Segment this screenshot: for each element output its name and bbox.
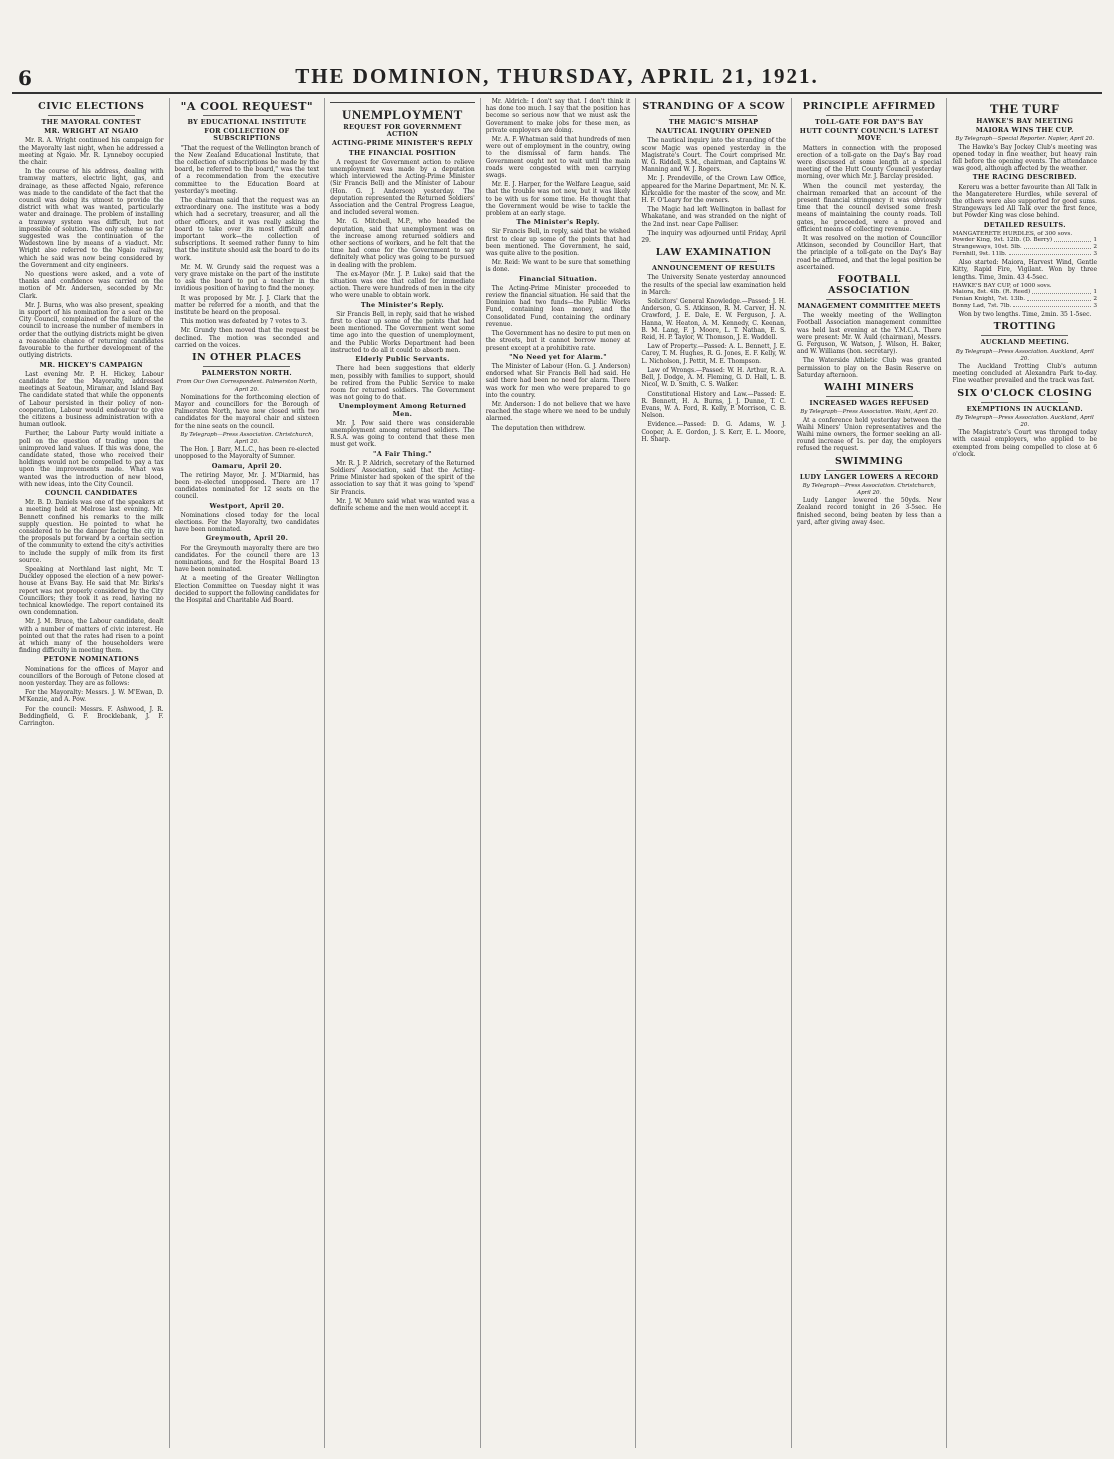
subheadline: TOLL-GATE FOR DAY'S BAY <box>815 118 924 126</box>
article-paragraph: The Government has no desire to put men on the streets, but it cannot borrow money at present except at a prohibitive rate. <box>485 330 631 352</box>
subheadline: PETONE NOMINATIONS <box>43 655 140 664</box>
headline: TROTTING <box>993 321 1056 333</box>
column-6 <box>792 98 948 1448</box>
article-paragraph: Mr. Grundy then moved that the request be declined. The motion was seconded and carried on the voices. <box>174 327 320 349</box>
article-paragraph: Sir Francis Bell, in reply, said that he wished first to clear up some of the points that had been mentioned. The Government, he said, was quite alive to the position. <box>485 228 631 258</box>
subheadline: MR. HICKEY'S CAMPAIGN <box>39 360 143 369</box>
article-paragraph: Ludy Langer lowered the 50yds. New Zealand record tonight in 26 3-5sec. He finished second, being beaten by less than a yard, after giving away 4sec. <box>796 497 942 526</box>
article-paragraph: Mr. J. Prendeville, of the Crown Law Office, appeared for the Marine Department, Mr. N. K. Kirkcaldie for the master of the scow, and Mr. H. F. O'Leary for the owners. <box>641 175 786 205</box>
newspaper-title: THE DOMINION, THURSDAY, APRIL 21, 1921. <box>295 64 819 88</box>
results-entry: Maiora, 8st. 4lb. (R. Reed) <box>952 289 1031 296</box>
article-paragraph: The Magistrate's Court was thronged today with casual employers, who applied to be exempted from being compelled to close at 6 o'clock. <box>952 429 1098 458</box>
article-paragraph: Mr. E. J. Harper, for the Welfare League, said that the trouble was not new, but it was likely to be with us for some time. He thought that the Government would be wise to tackle the problem at an early stage. <box>485 181 631 218</box>
article-paragraph: The Hawke's Bay Jockey Club's meeting was opened today in fine weather, but heavy rain fell before the opening events. The attendance was good, although affected by the weather. <box>952 143 1098 173</box>
results-table <box>952 231 1097 257</box>
subheadline: THE MAYORAL CONTEST <box>41 118 142 126</box>
article-paragraph: No questions were asked, and a vote of thanks and confidence was carried on the motion of Mr. Andersen, seconded by Mr. Clark. <box>19 271 164 300</box>
newspaper-columns <box>14 98 1102 1448</box>
subheadline: MR. WRIGHT AT NGAIO <box>44 127 139 136</box>
headline-rule <box>48 115 135 116</box>
article-paragraph: Mr. R. A. Wright continued his campaign for the Mayoralty last night, when he addressed a meeting at Ngaio. Mr. R. Lynneboy occupied the chair. <box>19 137 164 167</box>
headline: "A COOL REQUEST" <box>180 100 314 113</box>
subheadline: MANAGEMENT COMMITTEE MEETS <box>797 302 941 311</box>
dateline: By Telegraph—Press Association. Waihi, April 20. <box>800 409 939 416</box>
dateline: By Telegraph—Press Association. Auckland, April 20. <box>955 414 1094 429</box>
subheadline: "No Need yet for Alarm." <box>509 352 607 361</box>
article-paragraph: The Auckland Trotting Club's autumn meeting concluded at Alexandra Park to-day. Fine weather prevailed and the track was fast. <box>952 363 1098 385</box>
article-paragraph: Evidence.—Passed: D. G. Adams, W. J. Cooper, A. E. Gordon, J. S. Kerr, E. L. Moore, H. Sharp. <box>641 421 786 443</box>
subheadline: Westport, April 20. <box>209 501 285 510</box>
results-row <box>952 244 1097 251</box>
column-3 <box>325 98 481 1448</box>
results-place: 1 <box>1093 237 1098 244</box>
article-paragraph: Also started: Maiora, Harvest Wind, Gentle Kitty, Rapid Fire, Vigilant. Won by three lengths. Time, 3min. 43 4-5sec. <box>952 259 1098 281</box>
headline-rule <box>670 115 757 116</box>
headline-rule <box>981 402 1068 403</box>
headline-rule <box>826 115 913 116</box>
article-paragraph: The Minister of Labour (Hon. G. J. Anderson) endorsed what Sir Francis Bell had said. He said there had been no need for alarm. There was work for men who were prepared to go into the country. <box>485 362 631 399</box>
article-paragraph: Mr. M. W. Grundy said the request was a very grave mistake on the part of the institute to ask the board to put a teacher in the invidious position of having to find the money. <box>174 263 320 293</box>
article-paragraph: Law of Property.—Passed: A. L. Bennett, J. E. Carey, T. M. Hughes, R. G. Jones, E. F. Kelly, W. L. Nicholson, J. Pettit, M. E. Thompson. <box>641 343 786 365</box>
subheadline: AUCKLAND MEETING. <box>980 338 1070 347</box>
article-paragraph: Mr. Reid: We want to be sure that something is done. <box>485 259 631 274</box>
column-2 <box>170 98 326 1448</box>
dot-leader <box>1032 289 1091 294</box>
article-paragraph: The ex-Mayor (Mr. J. P. Luke) said that the situation was one that called for immediate action. There were hundreds of men in the city who were unable to obtain work. <box>330 270 475 300</box>
article-paragraph: The weekly meeting of the Wellington Football Association management committee was held last evening at the Y.M.C.A. There were present: Mr. W. Auld (chairman), Messrs. G. Ferguson, W. Watson, J. Wilson, H. Baker, and W. Williams (hon. secretary). <box>796 312 942 356</box>
subheadline: THE MAGIC'S MISHAP <box>668 118 759 126</box>
article-paragraph: Mr. J. Burns, who was also present, speaking in support of his nomination for a seat on the City Council, complained of the failure of the council to increase the number of members in order that the outlying districts might be given a reasonable chance of returning candidates favourable to the further development of the outlying districts. <box>19 301 164 360</box>
subheadline: Unemployment Among Returned Men. <box>338 402 467 418</box>
article-paragraph: The deputation then withdrew. <box>491 424 586 432</box>
results-entry: Strangeways, 10st. 5lb. <box>952 244 1022 251</box>
subheadline: BY EDUCATIONAL INSTITUTE <box>187 118 307 126</box>
results-entry: Bonny Lad, 7st. 7lb. <box>952 302 1012 309</box>
article-paragraph: The Magic had left Wellington in ballast for Whakatane, and was stranded on the night of the 2nd inst. near Cape Palliser. <box>641 206 786 228</box>
results-entry: Powder King, 9st. 12lb. (D. Berry) <box>952 237 1053 244</box>
subheadline: NAUTICAL INQUIRY OPENED <box>655 127 772 136</box>
masthead <box>12 58 1102 94</box>
article-paragraph: Law of Wrongs.—Passed: W. H. Arthur, R. A. Bell, J. Dodge, A. M. Fleming, G. D. Hall, L. B. Nicol, W. D. Smith, C. S. Walker. <box>641 366 786 389</box>
dot-leader <box>1027 296 1091 301</box>
dot-leader <box>1024 244 1092 249</box>
headline-rule <box>203 366 290 367</box>
headline: THE TURF <box>989 101 1060 116</box>
article-paragraph: Last evening Mr. P. H. Hickey, Labour candidate for the Mayoralty, addressed meetings at Seatoun, Miramar, and Island Bay. The candidate stated that while the opponents of Labour persisted in their policy of non-cooperation, Labour would endeavour to give the citizens a business administration with a human outlook. <box>19 370 164 429</box>
results-entry: Fernhill, 9st. 11lb. <box>952 250 1007 257</box>
results-row <box>952 296 1097 303</box>
dateline: From Our Own Correspondent. Palmerston North, April 20. <box>176 379 318 393</box>
article-paragraph: Solicitors' General Knowledge.—Passed: J. H. Anderson, G. S. Atkinson, R. M. Carver, H. N. Crawford, J. E. Dale, E. W. Ferguson, J. A. Hanna, W. Heaton, A. M. Kennedy, C. Keenan, B. M. Lang, F. J. Moore, L. T. Nathan, E. S. Reid, H. P. Taylor, W. Thomson, J. E. Waddell. <box>641 298 786 342</box>
article-paragraph: The inquiry was adjourned until Friday, April 29. <box>641 229 786 245</box>
article-paragraph: Mr. R. J. P. Aldrich, secretary of the Returned Soldiers' Association, said that the Acting-Prime Minister had spoken of the spirit of the association to say that it was going to 'spend' Sir Francis. <box>330 459 475 496</box>
column-5 <box>636 98 792 1448</box>
column-7 <box>947 98 1102 1448</box>
headline: SWIMMING <box>835 455 904 467</box>
headline: UNEMPLOYMENT <box>342 107 463 122</box>
article-paragraph: Mr. J. M. Bruce, the Labour candidate, dealt with a number of matters of civic interest. He pointed out that the rates had risen to a point at which many of the householders were finding difficulty in meeting them. <box>19 618 164 655</box>
article-paragraph: This motion was defeated by 7 votes to 3. <box>180 318 307 326</box>
article-paragraph: In the course of his address, dealing with tramway matters, electric light, gas, and drainage, as these affected Ngaio, reference was made to the candidate of the fact that the council was doing its utmost to provide the district with what was wanted, particularly water and drainage. The problem of installing a tramway system was difficult, but not impossible of solution. The only scheme so far suggested was the continuation of the Wadestown line by means of a viaduct. Mr. Wright also referred to the Ngaio railway, which he said was now being considered by the Government and city engineers. <box>19 168 164 269</box>
article-paragraph: For the Greymouth mayoralty there are two candidates. For the council there are 13 nominations, and for the Hospital Board 13 have been nominated. <box>174 544 320 574</box>
headline: FOOTBALL ASSOCIATION <box>828 274 911 297</box>
dateline: By Telegraph—Press Association. Christchurch, April 20. <box>802 482 936 496</box>
subheadline: COUNCIL CANDIDATES <box>45 488 138 497</box>
article-paragraph: Mr. B. D. Daniels was one of the speakers at a meeting held at Melrose last evening. Mr. Bennett confined his remarks to the milk supply question. He pointed to what he considered to be the danger facing the city in the proposals put forward by a certain section of the community to extend the city's activities to include the supply of milk from its first source. <box>19 499 164 564</box>
article-paragraph: The University Senate yesterday announced the results of the special law examination held in March: <box>641 274 786 296</box>
results-place: 2 <box>1093 296 1098 303</box>
article-paragraph: Speaking at Northland last night, Mr. T. Duckley opposed the election of a new power-house at Evans Bay. He said that Mr. Birks's report was not properly considered by the City Councillors; they took it as read, having no technical knowledge. The report contained its own condemnation. <box>19 565 164 617</box>
results-row <box>952 251 1097 258</box>
headline-rule <box>826 396 913 397</box>
subheadline: ANNOUNCEMENT OF RESULTS <box>651 264 776 273</box>
article-paragraph: For the Mayoralty: Messrs. J. W. M'Ewan, D. M'Kenzie, and A. Pow. <box>19 689 164 704</box>
headline-rule <box>670 261 757 262</box>
article-paragraph: Mr. J. W. Munro said what was wanted was a definite scheme and the men would accept it. <box>330 497 475 512</box>
article-paragraph: The chairman said that the request was an extraordinary one. The institute was a body which had a secretary, treasurer, and all the other officers, and it was really asking the board to take over its most difficult and important work—the collection of subscriptions. It seemed rather funny to him that the institute should ask the board to do its work. <box>174 197 320 262</box>
results-entry: MANGATERETE HURDLES, of 300 sovs. <box>952 230 1073 237</box>
headline-rule <box>981 335 1068 336</box>
subheadline: The Minister's Reply. <box>516 218 600 227</box>
subheadline: Greymouth, April 20. <box>205 534 289 543</box>
subheadline: FOR COLLECTION OF SUBSCRIPTIONS <box>204 127 290 143</box>
headline: SIX O'CLOCK CLOSING <box>957 387 1093 399</box>
subheadline: Oamaru, April 20. <box>211 461 282 470</box>
dateline: By Telegraph—Special Reporter. Napier, April 20. <box>955 136 1095 143</box>
subheadline: DETAILED RESULTS. <box>983 220 1066 229</box>
subheadline: "A Fair Thing." <box>373 449 432 458</box>
subheadline: PALMERSTON NORTH. <box>201 369 292 378</box>
article-paragraph: Mr. Aldrich: I don't say that. I don't think it has done too much. I say that the position has become so serious now that we must ask the Government to make jobs for these men, as private employers are doing. <box>485 98 631 134</box>
subheadline: Financial Situation. <box>519 274 598 283</box>
column-1 <box>14 98 170 1448</box>
article-paragraph: Further, the Labour Party would initiate a poll on the question of trading upon the unimproved land values. If this was done, the candidate stated, those who received their holdings would not be compelled to pay a tax upon the improvements made. What was wanted was the introduction of new blood, with new ideas, into the City Council. <box>19 430 164 488</box>
article-paragraph: The nautical inquiry into the stranding of the scow Magic was opened yesterday in the Magistrate's Court. The Court comprised Mr. W. G. Riddell, S.M., chairman, and Captains W. Manning and W. J. Rogers. <box>641 137 786 174</box>
dateline: By Telegraph—Press Association. Auckland, April 20. <box>955 348 1094 362</box>
subheadline: HUTT COUNTY COUNCIL'S LATEST MOVE <box>799 127 939 143</box>
subheadline: ACTING-PRIME MINISTER'S REPLY <box>331 139 473 148</box>
subheadline: MAIORA WINS THE CUP. <box>975 126 1074 135</box>
article-paragraph: It was resolved on the motion of Councillor Atkinson, seconded by Councillor Hart, that the principle of a toll-gate on the Day's Bay road be affirmed, and that the legal position be ascertained. <box>796 235 942 271</box>
headline-rule <box>826 470 913 471</box>
results-place: 2 <box>1093 244 1098 251</box>
dot-leader <box>1013 303 1091 308</box>
headline: IN OTHER PLACES <box>192 352 302 364</box>
results-row <box>952 289 1097 296</box>
results-place: 3 <box>1093 302 1098 309</box>
headline: LAW EXAMINATION <box>655 247 772 259</box>
headline: PRINCIPLE AFFIRMED <box>802 101 936 112</box>
headline: STRANDING OF A SCOW <box>642 101 785 112</box>
article-paragraph: Sir Francis Bell, in reply, said that he wished first to clear up some of the points that had been mentioned. The Government went some time ago into the question of unemployment, and the Public Works Department had been instructed to do all it could to absorb men. <box>330 310 475 354</box>
article-paragraph: Mr. A. F. Whatman said that hundreds of men were out of employment in the country, owing to the dismissal of farm hands. The Government ought not to wait until the main roads were congested with men carrying swags. <box>485 136 631 180</box>
subheadline: REQUEST FOR GOVERNMENT ACTION <box>343 123 462 139</box>
article-paragraph: Mr. J. Pow said there was considerable unemployment among returned soldiers. The R.S.A. was going to contend that these men must get work. <box>330 419 475 449</box>
article-paragraph: At a meeting of the Greater Wellington Election Committee on Tuesday night it was decided to support the following candidates for the Hospital and Charitable Aid Board. <box>174 575 320 604</box>
headline: CIVIC ELECTIONS <box>38 101 145 112</box>
article-paragraph: A request for Government action to relieve unemployment was made by a deputation which interviewed the Acting-Prime Minister (Sir Francis Bell) and the Minister of Labour (Hon. G. J. Anderson) yesterday. The deputation represented the Returned Soldiers' Association and the Central Progress League, and included several women. <box>330 158 475 217</box>
article-paragraph: When the council met yesterday, the chairman remarked that an account of the present financial stringency it was obviously time that the council devised some fresh means of maintaining the county roads. Toll gates, he proceeded, were a proved and efficient means of collecting revenue. <box>796 182 942 233</box>
subheadline: EXEMPTIONS IN AUCKLAND. <box>966 404 1083 413</box>
results-row <box>952 303 1097 310</box>
article-paragraph: "That the request of the Wellington branch of the New Zealand Educational Institute, that the collection of subscriptions be made by the board, be referred to the board," was the text of a recommendation from the executive committee to the Education Board at yesterday's meeting. <box>174 144 320 195</box>
article-paragraph: Constitutional History and Law.—Passed: E. R. Bennett, H. A. Burns, J. J. Dunne, T. C. Evans, W. A. Ford, R. Kelly, P. Morrison, C. B. Nelson. <box>641 390 786 420</box>
subheadline: THE FINANCIAL POSITION <box>348 148 457 157</box>
article-paragraph: Matters in connection with the proposed erection of a toll-gate on the Day's Bay road were discussed at some length at a special meeting of the Hutt County Council yesterday morning, over which Mr. J. Barclay presided. <box>796 144 942 181</box>
article-paragraph: For the council: Messrs. F. Ashwood, J. R. Beddingfield, G. F. Brocklebank, J. F. Carrington. <box>19 705 164 728</box>
article-paragraph: The Acting-Prime Minister proceeded to review the financial situation. He said that the Dominion had two funds—the Public Works Fund, containing loan money, and the Consolidated Fund, containing the ordinary revenue. <box>485 284 631 328</box>
article-paragraph: The retiring Mayor, Mr. J. M'Diarmid, has been re-elected unopposed. There are 17 candidates nominated for 12 seats on the council. <box>174 471 320 501</box>
results-place: 3 <box>1093 250 1098 257</box>
page-number: 6 <box>18 66 32 90</box>
article-paragraph: The Waterside Athletic Club was granted permission to play on the Basin Reserve on Saturday afternoon. <box>796 357 942 379</box>
article-paragraph: Nominations closed today for the local elections. For the Mayoralty, two candidates have been nominated. <box>174 511 320 534</box>
dot-leader <box>1054 237 1091 242</box>
subheadline: The Minister's Reply. <box>360 300 444 309</box>
subheadline: LUDY LANGER LOWERS A RECORD <box>799 472 939 481</box>
results-row <box>952 237 1097 244</box>
article-paragraph: There had been suggestions that elderly men, possibly with families to support, should be retired from the Public Service to make room for returned soldiers. The Government was not going to do that. <box>330 365 475 402</box>
dot-leader <box>1009 251 1092 256</box>
article-paragraph: Kereru was a better favourite than All Talk in the Mangateretere Hurdles, while several of the others were also supported for good sums. Strangeways led All Talk over the first fence, but Powder King was close behind. <box>952 183 1098 220</box>
column-4 <box>481 98 637 1448</box>
article-paragraph: Mr. G. Mitchell, M.P., who headed the deputation, said that unemployment was on the increase among returned soldiers and other sections of workers, and he felt that the time had come for the Government to say definitely what policy was going to be pursued in dealing with the problem. <box>330 218 475 269</box>
column-rule <box>330 102 475 103</box>
headline: WAIHI MINERS <box>824 382 915 394</box>
article-paragraph: At a conference held yesterday between the Waihi Miners' Union representatives and the Waihi mine owners, the former seeking an all-round increase of 1s. per day, the employers refused the request. <box>796 416 942 453</box>
headline-rule <box>826 299 913 300</box>
results-entry: Fenian Knight, 7st. 13lb. <box>952 296 1026 303</box>
headline-rule <box>203 115 290 116</box>
subheadline: Elderly Public Servants. <box>355 355 450 364</box>
article-paragraph: Nominations for the offices of Mayor and councillors of the Borough of Petone closed at noon yesterday. They are as follows: <box>19 665 164 688</box>
dateline: By Telegraph—Press Association. Christchurch, April 20. <box>180 431 314 445</box>
results-entry: HAWKE'S BAY CUP, of 1000 sovs. <box>952 282 1052 289</box>
article-paragraph: The Hon. J. Barr, M.L.C., has been re-elected unopposed to the Mayoralty of Sumner. <box>174 446 320 461</box>
subheadline: THE RACING DESCRIBED. <box>972 173 1077 182</box>
article-paragraph: It was proposed by Mr. J. J. Clark that the matter be referred for a month, and that the institute be heard on the proposal. <box>174 294 320 317</box>
results-place: 1 <box>1093 289 1098 296</box>
article-paragraph: Nominations for the forthcoming election of Mayor and councillors for the Borough of Palmerston North, have now closed with two candidates for the mayoral chair and sixteen for the nine seats on the council. <box>174 393 320 430</box>
subheadline: INCREASED WAGES REFUSED <box>809 399 929 408</box>
subheadline: HAWKE'S BAY MEETING <box>976 117 1074 125</box>
results-table <box>952 283 1097 309</box>
article-paragraph: Won by two lengths. Time, 2min. 35 1-5sec. <box>958 311 1092 319</box>
article-paragraph: Mr. Anderson: I do not believe that we have reached the stage where we need to be unduly alarmed. <box>485 400 631 423</box>
